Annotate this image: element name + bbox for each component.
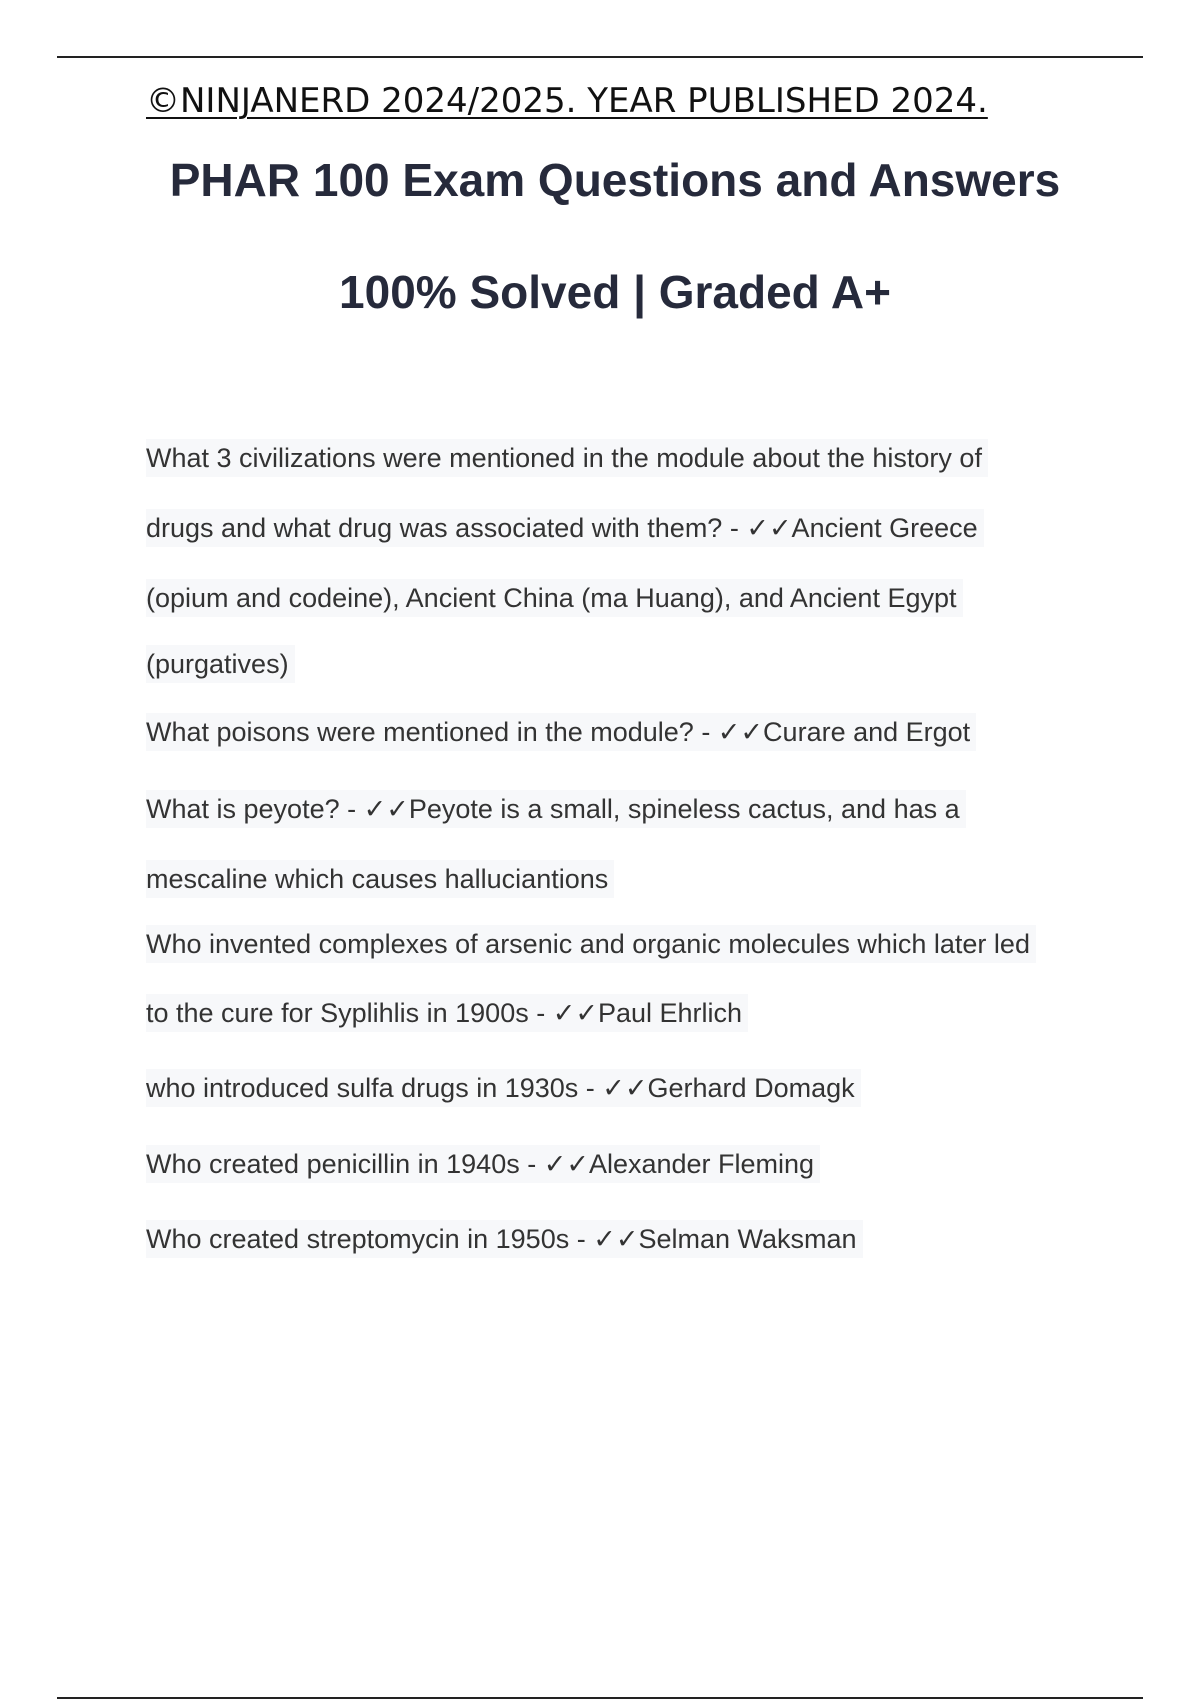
qa-item-4-line-2: to the cure for Syplihlis in 1900s - ✓✓Paul Ehrlich bbox=[146, 994, 748, 1032]
qa-item-3-line-1: What is peyote? - ✓✓Peyote is a small, spineless cactus, and has a bbox=[146, 790, 966, 828]
qa-item-7-line-1: Who created streptomycin in 1950s - ✓✓Selman Waksman bbox=[146, 1220, 863, 1258]
qa-item-6-line-1: Who created penicillin in 1940s - ✓✓Alexander Fleming bbox=[146, 1145, 820, 1183]
qa-item-1-line-3: (opium and codeine), Ancient China (ma Huang), and Ancient Egypt bbox=[146, 579, 963, 617]
bottom-rule bbox=[57, 1697, 1143, 1699]
copyright-header: ©NINJANERD 2024/2025. YEAR PUBLISHED 2024. bbox=[146, 81, 988, 121]
qa-item-3-line-2: mescaline which causes halluciantions bbox=[146, 860, 614, 898]
qa-item-1-line-2: drugs and what drug was associated with them? - ✓✓Ancient Greece bbox=[146, 509, 984, 547]
qa-item-4-line-1: Who invented complexes of arsenic and organic molecules which later led bbox=[146, 925, 1036, 963]
qa-item-1-line-1: What 3 civilizations were mentioned in the module about the history of bbox=[146, 439, 988, 477]
qa-item-5-line-1: who introduced sulfa drugs in 1930s - ✓✓Gerhard Domagk bbox=[146, 1069, 861, 1107]
document-subtitle: 100% Solved | Graded A+ bbox=[339, 266, 891, 318]
qa-item-2-line-1: What poisons were mentioned in the module? - ✓✓Curare and Ergot bbox=[146, 713, 976, 751]
qa-item-1-line-4: (purgatives) bbox=[146, 645, 295, 683]
document-title: PHAR 100 Exam Questions and Answers bbox=[169, 154, 1061, 206]
